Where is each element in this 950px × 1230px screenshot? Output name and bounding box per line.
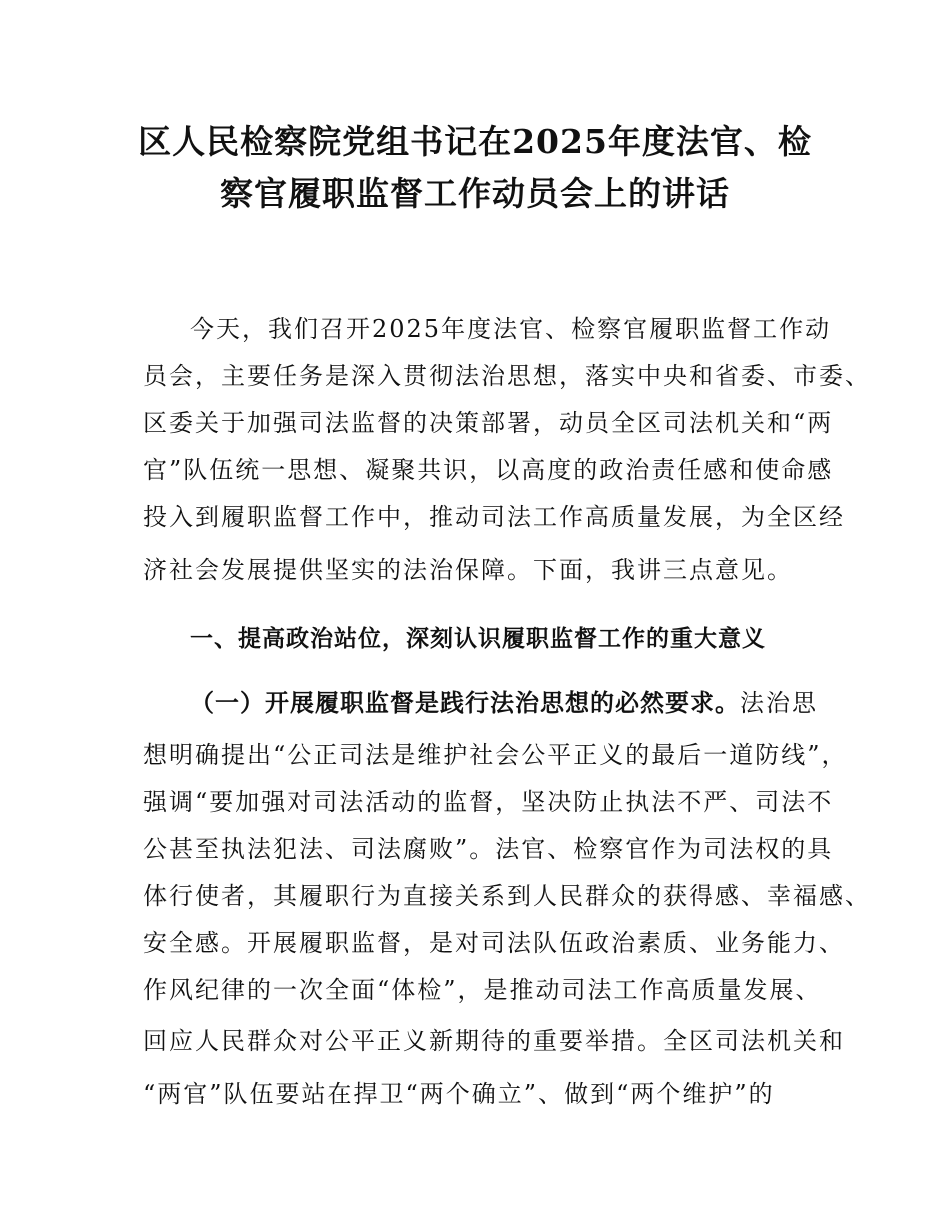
subsection-lead-text: 法治思 [740,689,818,717]
document-title [120,116,830,220]
intro-paragraph-line: 官”队伍统一思想、凝聚共识，以高度的政治责任感和使命感 [143,456,834,484]
intro-paragraph-line: 区委关于加强司法监督的决策部署，动员全区司法机关和“两 [143,409,834,437]
subsection-lead-line [190,686,818,720]
body-paragraph-line: 回应人民群众对公平正义新期待的重要举措。全区司法机关和 [143,1027,845,1055]
title-line: 区人民检察院党组书记在2025年度法官、检 [138,122,812,161]
intro-paragraph-line: 今天，我们召开2025年度法官、检察官履职监督工作动 [190,315,832,343]
subsection-heading: （一）开展履职监督是践行法治思想的必然要求。 [190,689,740,717]
body-paragraph-line: 作风纪律的一次全面“体检”，是推动司法工作高质量发展、 [143,976,822,1004]
title-line: 察官履职监督工作动员会上的讲话 [220,174,730,213]
body-paragraph-line: 强调“要加强对司法活动的监督，坚决防止执法不严、司法不 [143,788,834,816]
body-paragraph-line: 体行使者，其履职行为直接关系到人民群众的获得感、幸福感、 [143,882,871,910]
body-paragraph-line: “两官”队伍要站在捍卫“两个确立”、做到“两个维护”的 [143,1080,775,1108]
body-paragraph-line: 安全感。开展履职监督，是对司法队伍政治素质、业务能力、 [143,929,845,957]
intro-paragraph-line: 济社会发展提供坚实的法治保障。下面，我讲三点意见。 [143,556,793,584]
intro-paragraph-line: 员会，主要任务是深入贯彻法治思想，落实中央和省委、市委、 [143,362,871,390]
section-heading: 一、提高政治站位，深刻认识履职监督工作的重大意义 [190,626,766,652]
body-paragraph-line: 公甚至执法犯法、司法腐败”。法官、检察官作为司法权的具 [143,835,834,863]
intro-paragraph-line: 投入到履职监督工作中，推动司法工作高质量发展，为全区经 [143,503,845,531]
body-paragraph-line: 想明确提出“公正司法是维护社会公平正义的最后一道防线”， [143,741,848,769]
